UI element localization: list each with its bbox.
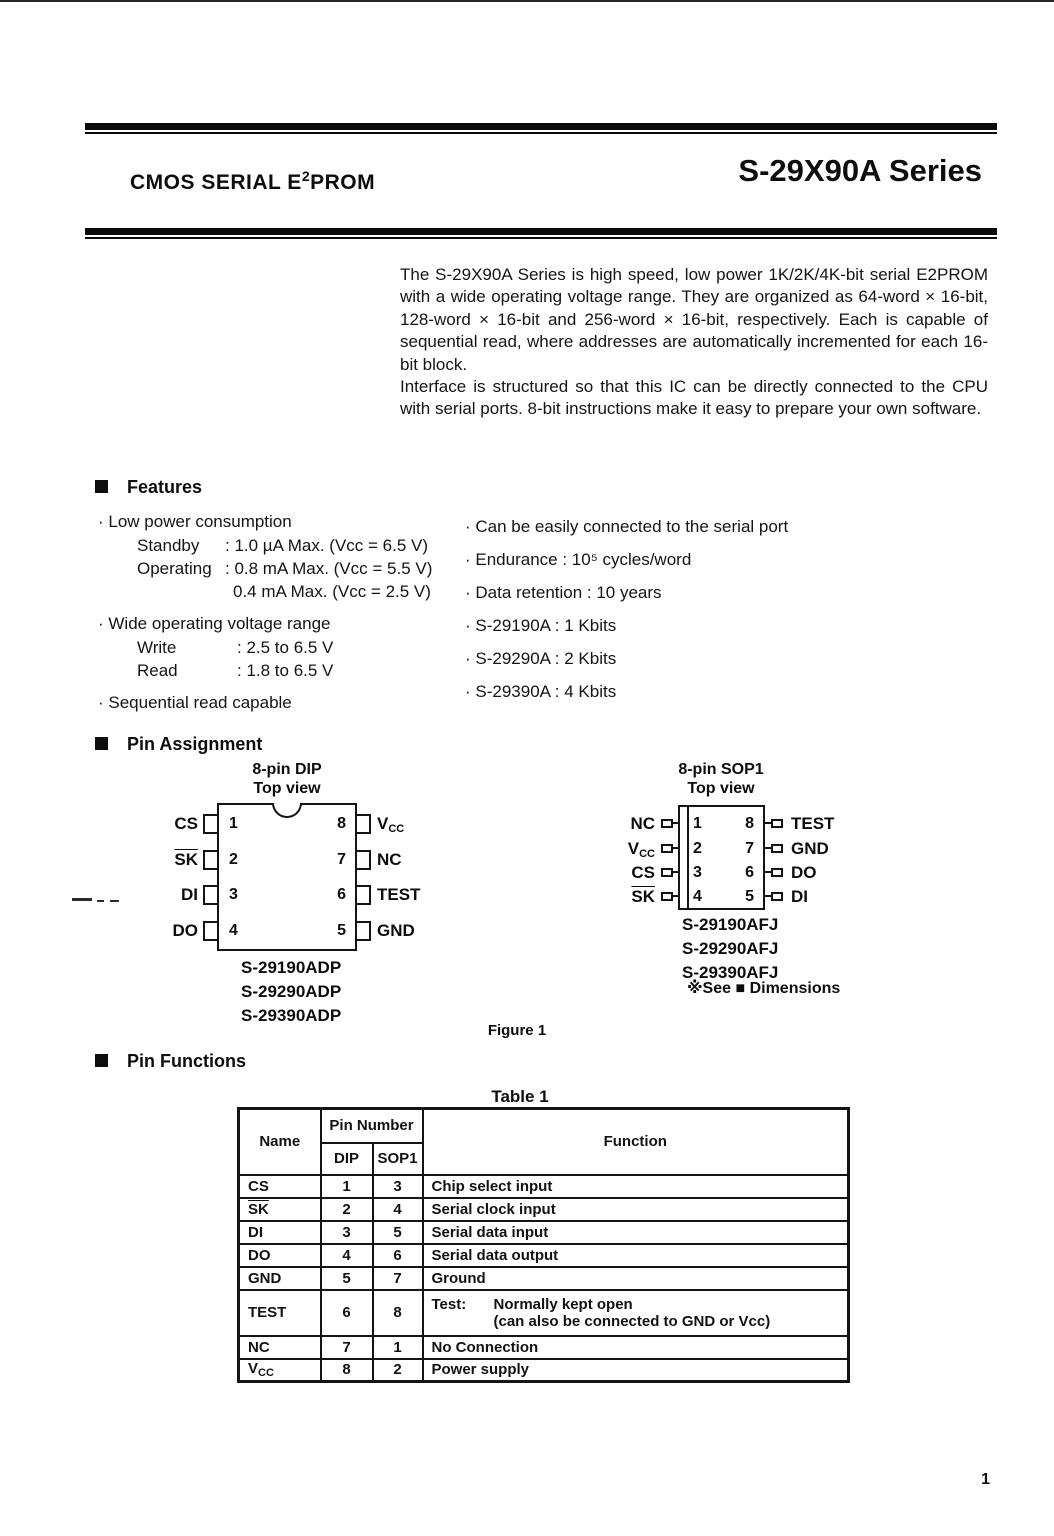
cell-function: Serial data input [423, 1221, 849, 1244]
dip-pin2-label: $\overline{SK}$ [174, 850, 198, 869]
feature-item-s29390a: · S-29390A : 4 Kbits [465, 675, 865, 708]
dip-part-number: S-29390ADP [241, 1006, 342, 1025]
dip-pin3-number: 3 [229, 886, 238, 903]
dip-pin1-lead [203, 814, 219, 834]
sop-pin6-label: DO [791, 863, 817, 882]
brand-text-rest: PROM [310, 171, 376, 194]
table-row-nc [239, 1336, 849, 1359]
column-header-dip: DIP [321, 1143, 373, 1175]
cell-dip: 2 [321, 1198, 373, 1221]
header-rule-bottom-thick [85, 228, 997, 235]
dip-pin7-lead [355, 850, 371, 870]
sop-part-number: S-29190AFJ [682, 915, 779, 934]
cell-name: DO [239, 1244, 321, 1267]
sop-pin1-connector [672, 822, 678, 824]
sop-pin3-connector [672, 871, 678, 873]
feature-sub-standby: Standby : 1.0 µA Max. (Vcc = 6.5 V) [137, 536, 429, 555]
dip-pin8-lead [355, 814, 371, 834]
features-heading: Features [127, 477, 203, 497]
sop-pin7-label: GND [791, 839, 829, 858]
feature-item-low-power: · Low power consumption [98, 510, 448, 534]
sop-pin4-connector [672, 895, 678, 897]
cell-sop1: 5 [373, 1221, 423, 1244]
dip-caption-view: Top view [253, 780, 321, 797]
table-row-sk [239, 1198, 849, 1221]
feature-sub-operating: Operating : 0.8 mA Max. (Vcc = 5.5 V) [137, 559, 433, 578]
features-right-column [465, 510, 865, 708]
sop-pin1-number: 1 [693, 815, 702, 832]
table-row-cs [239, 1175, 849, 1198]
intro-paragraph-2: Interface is structured so that this IC can be directly connected to the CPU with serial ports. 8-bit instructions make it easy to prepare your own software. [400, 377, 988, 419]
dip-caption [217, 760, 357, 798]
dip-pin4-lead [203, 921, 219, 941]
cell-dip: 7 [321, 1336, 373, 1359]
table-row-do [239, 1244, 849, 1267]
dip-pin6-label: TEST [377, 885, 421, 904]
header-rule-bottom-thin [85, 237, 997, 239]
table-row-vcc [239, 1359, 849, 1382]
header-rule-top-thin [85, 132, 997, 134]
dip-pin6-lead [355, 885, 371, 905]
cell-name: TEST [239, 1290, 321, 1336]
feature-item-retention: · Data retention : 10 years [465, 576, 865, 609]
dip-pin3-lead [203, 885, 219, 905]
intro-description [400, 264, 988, 421]
dip-pin5-label: GND [377, 921, 415, 940]
cell-function: Chip select input [423, 1175, 849, 1198]
cell-name: $\overline{SK}$ [239, 1198, 321, 1221]
dip-pin1-label: CS [174, 814, 198, 833]
intro-paragraph-1: The S-29X90A Series is high speed, low power 1K/2K/4K-bit serial E2PROM with a wide operating voltage range. They are organized as 64-word × 16-bit, 128-word × 16-bit and 256-word × 16-bit, respectively. Each is capable of sequential read, where addresses are automatically incremented for each 16-bit block. [400, 265, 988, 374]
cell-sop1: 8 [373, 1290, 423, 1336]
cell-dip: 1 [321, 1175, 373, 1198]
dip-part-number: S-29290ADP [241, 982, 342, 1001]
cell-name: $V_{CC}$ [239, 1359, 321, 1382]
dip-pin3-label: DI [181, 885, 198, 904]
table-row-test [239, 1290, 849, 1336]
dip-part-numbers [241, 956, 341, 1028]
dip-pin7-label: NC [377, 850, 402, 869]
sop-pin6-connector [765, 871, 771, 873]
table-header-row-1 [239, 1109, 849, 1143]
cell-function: Test: Normally kept open (can also be connected to GND or Vcc) [423, 1290, 849, 1336]
header-rule-top-thick [85, 123, 997, 130]
sop-pin2-number: 2 [693, 840, 702, 857]
sop-pin6-number: 6 [745, 864, 754, 881]
dip-pin2-lead [203, 850, 219, 870]
sop-pin5-number: 5 [745, 888, 754, 905]
dip-pin5-number: 5 [337, 922, 346, 939]
feature-item-voltage-range: · Wide operating voltage range [98, 612, 448, 636]
sop-pin1-side-line [687, 805, 689, 910]
dip-pin8-number: 8 [337, 815, 346, 832]
sop-pin5-lead [771, 892, 783, 901]
cell-name: GND [239, 1267, 321, 1290]
scan-top-edge [0, 0, 1054, 2]
table-caption: Table 1 [491, 1087, 549, 1106]
cell-function: Serial data output [423, 1244, 849, 1267]
cell-dip: 4 [321, 1244, 373, 1267]
pin-assignment-bullet-square [95, 737, 108, 750]
feature-item-s29290a: · S-29290A : 2 Kbits [465, 642, 865, 675]
sop-part-numbers [682, 913, 778, 985]
sop-pin8-label: TEST [791, 814, 835, 833]
sop-caption-package: 8-pin SOP1 [678, 761, 764, 778]
column-header-name: Name [239, 1109, 321, 1175]
cell-sop1: 7 [373, 1267, 423, 1290]
sop-pin6-lead [771, 868, 783, 877]
dip-pin7-number: 7 [337, 851, 346, 868]
dip-pin1-number: 1 [229, 815, 238, 832]
column-header-sop1: SOP1 [373, 1143, 423, 1175]
cell-dip: 5 [321, 1267, 373, 1290]
feature-sub-write: Write : 2.5 to 6.5 V [137, 638, 334, 657]
series-title: S-29X90A Series [738, 153, 982, 188]
dip-pin2-number: 2 [229, 851, 238, 868]
sop-part-number: S-29390AFJ [682, 963, 779, 982]
sop-caption [646, 760, 796, 798]
feature-sub-operating-2: 0.4 mA Max. (Vcc = 2.5 V) [233, 582, 431, 601]
sop-pin3-label: CS [631, 863, 655, 882]
features-left-column [98, 510, 448, 715]
cell-function: Ground [423, 1267, 849, 1290]
figure-caption: Figure 1 [487, 1022, 547, 1039]
cell-dip: 6 [321, 1290, 373, 1336]
sop-pin7-number: 7 [745, 840, 754, 857]
sop-pin5-connector [765, 895, 771, 897]
sop-pin2-connector [672, 847, 678, 849]
feature-item-serial-port: · Can be easily connected to the serial port [465, 510, 865, 543]
cell-function: No Connection [423, 1336, 849, 1359]
cell-dip: 3 [321, 1221, 373, 1244]
feature-item-s29190a: · S-29190A : 1 Kbits [465, 609, 865, 642]
cell-sop1: 4 [373, 1198, 423, 1221]
cell-sop1: 3 [373, 1175, 423, 1198]
cell-name: CS [239, 1175, 321, 1198]
sop-part-number: S-29290AFJ [682, 939, 779, 958]
cell-sop1: 1 [373, 1336, 423, 1359]
sop-caption-view: Top view [687, 780, 755, 797]
sop-pin1-label: NC [630, 814, 655, 833]
features-bullet-square [95, 480, 108, 493]
dip-pin4-number: 4 [229, 922, 238, 939]
cell-dip: 8 [321, 1359, 373, 1382]
cell-name: NC [239, 1336, 321, 1359]
pin-functions-table [237, 1107, 850, 1383]
table-row-di [239, 1221, 849, 1244]
sop-pin8-number: 8 [745, 815, 754, 832]
sop-pin5-label: DI [791, 887, 808, 906]
feature-item-endurance: · Endurance : 10⁵ cycles/word [465, 543, 865, 576]
dip-pin4-label: DO [172, 921, 198, 940]
feature-sub-read: Read : 1.8 to 6.5 V [137, 661, 334, 680]
cell-sop1: 2 [373, 1359, 423, 1382]
dip-part-number: S-29190ADP [241, 958, 342, 977]
sop-dimensions-note: ※See ■ Dimensions [687, 980, 841, 997]
dip-pin8-label: VCC [377, 814, 405, 835]
cell-name: DI [239, 1221, 321, 1244]
pin-functions-bullet-square [95, 1054, 108, 1067]
sop-pin2-label: VCC [627, 839, 655, 860]
sop-pin4-number: 4 [693, 888, 702, 905]
pin-functions-heading: Pin Functions [127, 1051, 246, 1071]
page-number: 1 [981, 1471, 990, 1488]
cell-function: Serial clock input [423, 1198, 849, 1221]
dip-pin6-number: 6 [337, 886, 346, 903]
scan-artifact-dash [72, 898, 92, 901]
brand-text: CMOS SERIAL E [130, 171, 302, 194]
product-category-title [130, 168, 375, 195]
scan-artifact-dash [97, 900, 104, 902]
brand-superscript: 2 [301, 168, 311, 184]
sop-pin4-label: $\overline{SK}$ [631, 887, 655, 906]
column-header-pin-number: Pin Number [321, 1109, 423, 1143]
dip-pin5-lead [355, 921, 371, 941]
dip-caption-package: 8-pin DIP [252, 761, 322, 778]
sop-pin8-connector [765, 822, 771, 824]
feature-item-sequential-read: · Sequential read capable [98, 691, 448, 715]
table-row-gnd [239, 1267, 849, 1290]
pin-assignment-heading: Pin Assignment [127, 734, 263, 754]
cell-function: Power supply [423, 1359, 849, 1382]
sop-pin7-connector [765, 847, 771, 849]
sop-pin3-number: 3 [693, 864, 702, 881]
sop-pin8-lead [771, 819, 783, 828]
cell-sop1: 6 [373, 1244, 423, 1267]
sop-pin7-lead [771, 844, 783, 853]
column-header-function: Function [423, 1109, 849, 1175]
